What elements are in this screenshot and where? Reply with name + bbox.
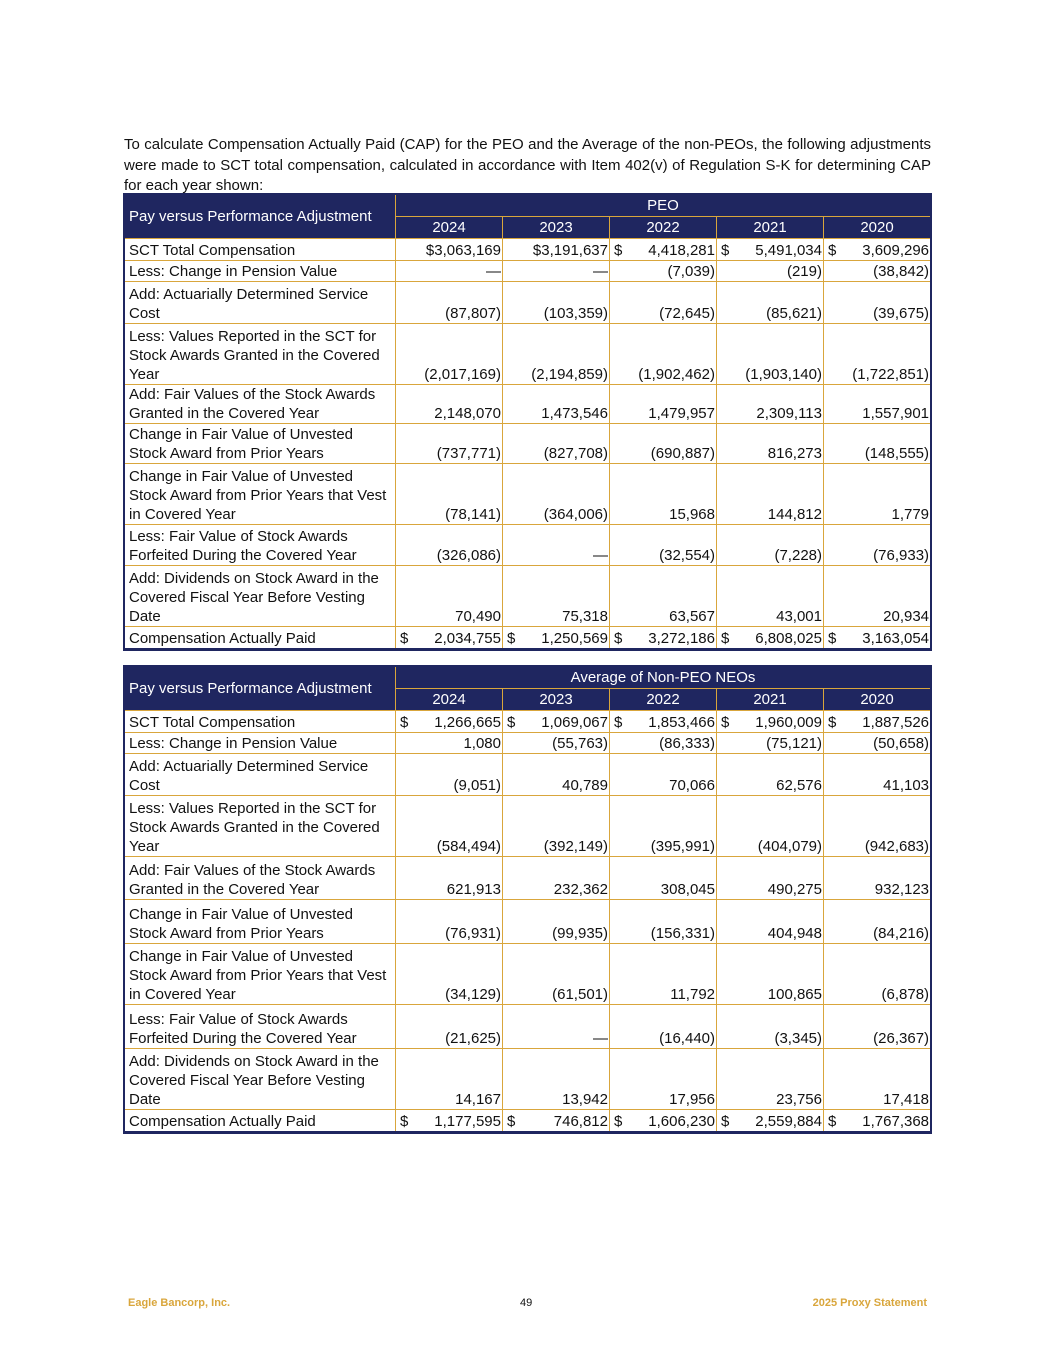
cell-value: 1,266,665 [434, 714, 501, 731]
cell-value: 144,812 [767, 506, 822, 523]
value-cell [396, 754, 503, 796]
cell-value: 40,789 [562, 777, 608, 794]
cell-value: 3,163,054 [862, 629, 930, 647]
cell-value: (2,017,169) [424, 366, 501, 383]
value-cell [503, 627, 610, 649]
value-cell [824, 711, 931, 733]
cell-value: 932,123 [874, 881, 930, 898]
table-row [125, 1049, 931, 1110]
value-cell [717, 324, 824, 385]
value-cell [503, 282, 610, 324]
cell-value: 6,808,025 [755, 629, 822, 647]
value-cell [610, 282, 717, 324]
value-cell [610, 239, 717, 261]
value-cell [824, 525, 931, 566]
value-cell [396, 424, 503, 464]
cell-value: 41,103 [883, 777, 930, 794]
currency-symbol: $ [614, 242, 623, 259]
cell-value: — [486, 263, 501, 280]
cell-value: 1,779 [891, 506, 930, 523]
value-cell [503, 1110, 610, 1132]
value-cell [396, 566, 503, 627]
cell-value: (3,345) [774, 1030, 822, 1047]
table-row [125, 796, 931, 857]
currency-symbol: $ [400, 714, 409, 731]
cell-value: 63,567 [669, 608, 715, 625]
value-cell [503, 754, 610, 796]
table-row [125, 261, 931, 282]
cell-value: 1,177,595 [434, 1112, 501, 1130]
value-cell [610, 1005, 717, 1049]
row-label: Compensation Actually Paid [125, 1110, 396, 1132]
currency-symbol: $ [721, 242, 730, 259]
cell-value: (38,842) [873, 263, 930, 280]
value-cell [824, 239, 931, 261]
value-cell [717, 1110, 824, 1132]
cell-value: (16,440) [659, 1030, 715, 1047]
value-cell [717, 711, 824, 733]
cell-value: 23,756 [776, 1091, 822, 1108]
cell-value: (326,086) [436, 547, 501, 564]
value-cell [824, 385, 931, 424]
value-cell [503, 733, 610, 754]
cell-value: 1,767,368 [862, 1112, 930, 1130]
cell-value: 15,968 [669, 506, 715, 523]
cell-value: (87,807) [445, 305, 501, 322]
value-cell [610, 796, 717, 857]
cell-value: (78,141) [445, 506, 501, 523]
row-label: Change in Fair Value of Unvested Stock Award from Prior Years that Vest in Covered Year [125, 464, 396, 525]
value-cell [610, 1110, 717, 1132]
cell-value: 1,960,009 [755, 714, 822, 731]
table-row [125, 525, 931, 566]
cell-value: (392,149) [543, 838, 608, 855]
value-cell [824, 566, 931, 627]
value-cell [610, 424, 717, 464]
table-row [125, 900, 931, 944]
value-cell [396, 324, 503, 385]
row-label: Change in Fair Value of Unvested Stock Award from Prior Years [125, 424, 396, 464]
cell-value: 13,942 [562, 1091, 608, 1108]
cell-value: (827,708) [543, 445, 608, 462]
cell-value: 1,606,230 [648, 1112, 715, 1130]
intro-paragraph: To calculate Compensation Actually Paid (CAP) for the PEO and the Average of the non-PEOs, the following adjustments were made to SCT total compensation, calculated in accordance with Item 402(v) of Regulation S-K for determining CAP for each year shown: [124, 136, 931, 194]
row-label: Add: Fair Values of the Stock Awards Granted in the Covered Year [125, 385, 396, 424]
cell-value: (219) [786, 263, 822, 280]
value-cell [717, 900, 824, 944]
currency-symbol: $ [507, 1112, 516, 1130]
cell-value: 100,865 [767, 986, 822, 1003]
value-cell [824, 900, 931, 944]
cell-value: 17,418 [883, 1091, 930, 1108]
cell-value: 1,080 [463, 735, 501, 752]
value-cell [824, 1110, 931, 1132]
value-cell [824, 261, 931, 282]
currency-symbol: $ [507, 629, 516, 647]
value-cell [824, 1049, 931, 1110]
header-year: 2021 [717, 217, 824, 239]
cell-value: (72,645) [659, 305, 715, 322]
value-cell [610, 857, 717, 900]
cell-value: (32,554) [659, 547, 715, 564]
row-label: Less: Change in Pension Value [125, 733, 396, 754]
cell-value: (39,675) [873, 305, 930, 322]
value-cell [610, 900, 717, 944]
value-cell [717, 385, 824, 424]
row-label: SCT Total Compensation [125, 711, 396, 733]
cell-value: (21,625) [445, 1030, 501, 1047]
table-row [125, 627, 931, 649]
value-cell [503, 944, 610, 1005]
value-cell [396, 1110, 503, 1132]
row-label: Compensation Actually Paid [125, 627, 396, 649]
value-cell [610, 733, 717, 754]
value-cell [503, 711, 610, 733]
value-cell [610, 627, 717, 649]
value-cell [610, 464, 717, 525]
value-cell [717, 525, 824, 566]
currency-symbol: $ [614, 1112, 623, 1130]
cell-value: (404,079) [757, 838, 822, 855]
value-cell [610, 754, 717, 796]
value-cell [610, 566, 717, 627]
footer-page-number: 49 [520, 1297, 533, 1309]
cell-value: 2,034,755 [434, 629, 501, 647]
footer-document-title: 2025 Proxy Statement [812, 1297, 927, 1309]
cell-value: 746,812 [553, 1112, 608, 1130]
currency-symbol: $ [721, 1112, 730, 1130]
cell-value: (1,903,140) [745, 366, 822, 383]
currency-symbol: $ [721, 714, 730, 731]
peo-adjustment-table [124, 194, 931, 650]
value-cell [396, 525, 503, 566]
currency-symbol: $ [828, 1112, 837, 1130]
row-label: Add: Dividends on Stock Award in the Covered Fiscal Year Before Vesting Date [125, 566, 396, 627]
cell-value: 3,272,186 [648, 629, 715, 647]
cell-value: 1,069,067 [541, 714, 608, 731]
value-cell [396, 261, 503, 282]
table-row [125, 733, 931, 754]
cell-value: 1,473,546 [541, 405, 608, 422]
cell-value: (26,367) [873, 1030, 930, 1047]
cell-value: (1,902,462) [638, 366, 715, 383]
row-label: Less: Values Reported in the SCT for Stock Awards Granted in the Covered Year [125, 324, 396, 385]
cell-value: 62,576 [776, 777, 822, 794]
currency-symbol: $ [828, 242, 837, 259]
value-cell [610, 324, 717, 385]
cell-value: (84,216) [873, 925, 930, 942]
value-cell [717, 464, 824, 525]
cell-value: $3,191,637 [532, 242, 608, 259]
cell-value: 308,045 [660, 881, 715, 898]
row-label: Add: Actuarially Determined Service Cost [125, 754, 396, 796]
value-cell [503, 857, 610, 900]
value-cell [503, 525, 610, 566]
cell-value: 1,887,526 [862, 714, 930, 731]
cell-value: (34,129) [445, 986, 501, 1003]
cell-value: 404,948 [767, 925, 822, 942]
value-cell [503, 900, 610, 944]
cell-value: (584,494) [436, 838, 501, 855]
currency-symbol: $ [828, 629, 837, 647]
row-label: SCT Total Compensation [125, 239, 396, 261]
header-year: 2020 [824, 217, 931, 239]
cell-value: (364,006) [543, 506, 608, 523]
value-cell [717, 754, 824, 796]
cell-value: 5,491,034 [755, 242, 822, 259]
cell-value: — [593, 547, 608, 564]
value-cell [396, 385, 503, 424]
row-label: Add: Actuarially Determined Service Cost [125, 282, 396, 324]
value-cell [396, 627, 503, 649]
header-group-label: PEO [396, 195, 931, 217]
cell-value: (9,051) [453, 777, 501, 794]
value-cell [503, 385, 610, 424]
value-cell [503, 324, 610, 385]
value-cell [824, 282, 931, 324]
value-cell [717, 239, 824, 261]
value-cell [503, 424, 610, 464]
cell-value: (6,878) [881, 986, 930, 1003]
footer-company: Eagle Bancorp, Inc. [128, 1297, 231, 1309]
value-cell [717, 566, 824, 627]
table-row [125, 424, 931, 464]
header-year: 2020 [824, 689, 931, 711]
table-row [125, 464, 931, 525]
value-cell [610, 385, 717, 424]
header-year: 2023 [503, 217, 610, 239]
cell-value: 11,792 [670, 986, 715, 1003]
cell-value: (86,333) [659, 735, 715, 752]
cell-value: — [593, 1030, 608, 1047]
cell-value: 3,609,296 [862, 242, 930, 259]
cell-value: (148,555) [864, 445, 930, 462]
cell-value: 1,479,957 [648, 405, 715, 422]
value-cell [396, 282, 503, 324]
cell-value: 1,853,466 [648, 714, 715, 731]
header-adjustment-label: Pay versus Performance Adjustment [125, 195, 396, 239]
value-cell [717, 282, 824, 324]
cell-value: (942,683) [864, 838, 930, 855]
cell-value: (85,621) [766, 305, 822, 322]
cell-value: 70,066 [669, 777, 715, 794]
header-year: 2022 [610, 217, 717, 239]
value-cell [503, 239, 610, 261]
row-label: Less: Change in Pension Value [125, 261, 396, 282]
cell-value: (1,722,851) [852, 366, 930, 383]
cell-value: (76,933) [873, 547, 930, 564]
cell-value: (395,991) [650, 838, 715, 855]
value-cell [396, 711, 503, 733]
cell-value: 4,418,281 [648, 242, 715, 259]
currency-symbol: $ [614, 714, 623, 731]
cell-value: 14,167 [455, 1091, 501, 1108]
value-cell [610, 525, 717, 566]
header-year: 2024 [396, 689, 503, 711]
cell-value: 20,934 [883, 608, 930, 625]
value-cell [824, 324, 931, 385]
table-row [125, 711, 931, 733]
cell-value: (7,228) [774, 547, 822, 564]
cell-value: 621,913 [446, 881, 501, 898]
value-cell [717, 733, 824, 754]
value-cell [717, 1005, 824, 1049]
cell-value: 43,001 [776, 608, 822, 625]
cell-value: (103,359) [543, 305, 608, 322]
currency-symbol: $ [400, 629, 409, 647]
cell-value: (61,501) [552, 986, 608, 1003]
cell-value: (156,331) [650, 925, 715, 942]
cell-value: 1,557,901 [862, 405, 930, 422]
value-cell [610, 1049, 717, 1110]
value-cell [396, 900, 503, 944]
value-cell [824, 796, 931, 857]
cell-value: 490,275 [767, 881, 822, 898]
cell-value: 70,490 [455, 608, 501, 625]
row-label: Change in Fair Value of Unvested Stock Award from Prior Years that Vest in Covered Year [125, 944, 396, 1005]
header-year: 2024 [396, 217, 503, 239]
value-cell [717, 857, 824, 900]
cell-value: (75,121) [766, 735, 822, 752]
table-row [125, 566, 931, 627]
row-label: Less: Values Reported in the SCT for Stock Awards Granted in the Covered Year [125, 796, 396, 857]
table-row [125, 754, 931, 796]
value-cell [503, 796, 610, 857]
value-cell [503, 1049, 610, 1110]
cell-value: (737,771) [436, 445, 501, 462]
value-cell [717, 944, 824, 1005]
value-cell [717, 627, 824, 649]
row-label: Less: Fair Value of Stock Awards Forfeited During the Covered Year [125, 1005, 396, 1049]
value-cell [396, 944, 503, 1005]
value-cell [503, 566, 610, 627]
cell-value: (7,039) [667, 263, 715, 280]
value-cell [824, 627, 931, 649]
value-cell [610, 711, 717, 733]
currency-symbol: $ [614, 629, 623, 647]
cell-value: (690,887) [650, 445, 715, 462]
cell-value: 2,559,884 [755, 1112, 822, 1130]
cell-value: (50,658) [873, 735, 930, 752]
table-row [125, 1110, 931, 1132]
header-year: 2021 [717, 689, 824, 711]
cell-value: 2,309,113 [756, 405, 822, 422]
table-row [125, 239, 931, 261]
table-row [125, 1005, 931, 1049]
row-label: Change in Fair Value of Unvested Stock Award from Prior Years [125, 900, 396, 944]
value-cell [396, 239, 503, 261]
cell-value: (55,763) [552, 735, 608, 752]
value-cell [396, 857, 503, 900]
cell-value: $3,063,169 [425, 242, 501, 259]
header-year: 2023 [503, 689, 610, 711]
value-cell [610, 261, 717, 282]
cell-value: (2,194,859) [531, 366, 608, 383]
cell-value: 232,362 [553, 881, 608, 898]
value-cell [824, 733, 931, 754]
value-cell [503, 1005, 610, 1049]
table-row [125, 324, 931, 385]
table-row [125, 282, 931, 324]
cell-value: 1,250,569 [541, 629, 608, 647]
table-row [125, 944, 931, 1005]
value-cell [396, 796, 503, 857]
value-cell [824, 857, 931, 900]
row-label: Add: Dividends on Stock Award in the Covered Fiscal Year Before Vesting Date [125, 1049, 396, 1110]
value-cell [824, 1005, 931, 1049]
value-cell [396, 1049, 503, 1110]
header-adjustment-label: Pay versus Performance Adjustment [125, 667, 396, 711]
non-peo-adjustment-table [124, 666, 931, 1133]
value-cell [824, 464, 931, 525]
value-cell [824, 424, 931, 464]
value-cell [610, 944, 717, 1005]
row-label: Add: Fair Values of the Stock Awards Granted in the Covered Year [125, 857, 396, 900]
value-cell [717, 796, 824, 857]
header-year: 2022 [610, 689, 717, 711]
value-cell [396, 733, 503, 754]
table-row [125, 385, 931, 424]
currency-symbol: $ [828, 714, 837, 731]
table-row [125, 857, 931, 900]
value-cell [717, 1049, 824, 1110]
currency-symbol: $ [507, 714, 516, 731]
cell-value: 75,318 [562, 608, 608, 625]
cell-value: 2,148,070 [434, 405, 501, 422]
header-group-label: Average of Non-PEO NEOs [396, 667, 931, 689]
cell-value: — [593, 263, 608, 280]
value-cell [824, 754, 931, 796]
value-cell [396, 1005, 503, 1049]
currency-symbol: $ [400, 1112, 409, 1130]
cell-value: (76,931) [445, 925, 501, 942]
cell-value: (99,935) [552, 925, 608, 942]
value-cell [717, 261, 824, 282]
value-cell [503, 464, 610, 525]
value-cell [824, 944, 931, 1005]
value-cell [503, 261, 610, 282]
value-cell [717, 424, 824, 464]
cell-value: 17,956 [669, 1091, 715, 1108]
cell-value: 816,273 [767, 445, 822, 462]
currency-symbol: $ [721, 629, 730, 647]
row-label: Less: Fair Value of Stock Awards Forfeited During the Covered Year [125, 525, 396, 566]
value-cell [396, 464, 503, 525]
